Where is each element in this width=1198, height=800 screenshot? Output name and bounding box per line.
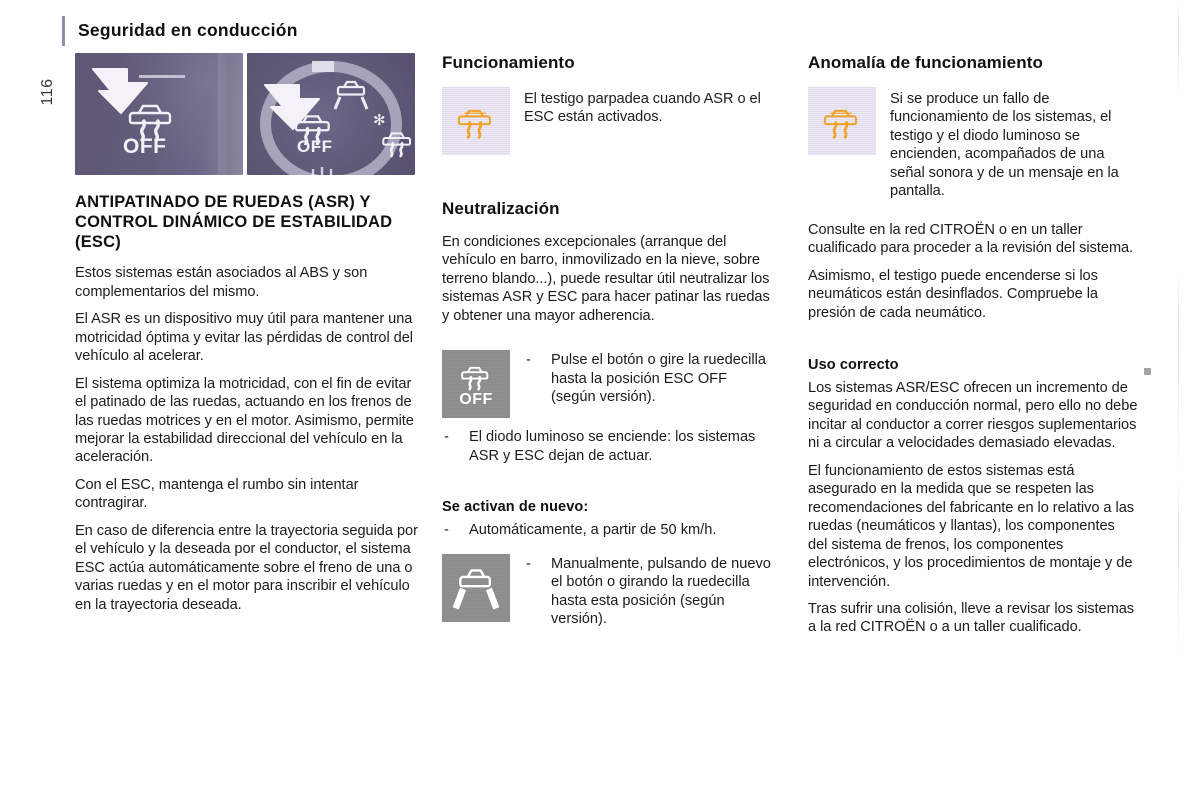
header-accent-rule: [62, 16, 65, 46]
photo-strip: [75, 53, 420, 175]
spacer: [442, 165, 772, 199]
list-item: [442, 428, 772, 465]
list-item-text: Pulse el botón o gire la ruedecilla hasta la posición ESC OFF (según versión).: [551, 352, 766, 406]
esc-skid-car-icon: [442, 87, 510, 155]
list-item-text: El diodo luminoso se enciende: los sistemas ASR y ESC dejan de actuar.: [469, 429, 756, 464]
right-column: [808, 53, 1138, 637]
photo-esc-off-button: [75, 53, 243, 175]
page-number: 116: [39, 78, 56, 106]
heading-uso-correcto: Uso correcto: [808, 356, 899, 373]
heading-neutralizacion: Neutralización: [442, 199, 560, 218]
scan-speck-artifact: [1144, 368, 1151, 375]
dash-marker: -: [526, 352, 531, 369]
spacer: [808, 331, 1138, 357]
reactivacion-item-2-list: [524, 554, 772, 629]
heading-funcionamiento: Funcionamiento: [442, 53, 575, 72]
skid-car-icon: [380, 125, 415, 164]
funcionamiento-text: El testigo parpadea cuando ASR o el ESC están activados.: [524, 91, 761, 126]
off-label-photo-b: OFF: [297, 137, 333, 156]
heading-anomalia: Anomalía de funcionamiento: [808, 53, 1043, 72]
page-title: Seguridad en conducción: [78, 19, 298, 40]
page-header: [62, 16, 298, 46]
dash-list: [524, 555, 772, 629]
off-label: OFF: [459, 390, 493, 408]
photo-seam: [218, 53, 228, 175]
esc-skid-car-icon: [808, 87, 876, 155]
dash-marker: -: [526, 555, 531, 572]
bottom-partial-icon: [309, 166, 335, 175]
paragraph: Estos sistemas están asociados al ABS y son complementarios del mismo.: [75, 265, 368, 300]
paragraph: En caso de diferencia entre la trayectoria seguida por el vehículo y la deseada por el conductor, el sistema ESC actúa automáticamente sobre el freno de una o varias ruedas y en el motor para inscribir el vehículo en la trayectoria deseada.: [75, 522, 418, 613]
neutralizacion-item-1-list: [524, 350, 772, 406]
funcionamiento-icon-block: [442, 87, 772, 155]
photo-rotary-switch: [247, 53, 415, 175]
list-item: [524, 351, 772, 406]
list-item: [524, 555, 772, 629]
dash-marker: -: [444, 429, 449, 446]
paragraph: Los sistemas ASR/ESC ofrecen un incremento de seguridad en conducción normal, pero ello no debe incitar al conductor a correr riesgos suplementarios ni a circular a velocidades demasiado elevadas.: [808, 379, 1138, 452]
neutralizacion-intro: En condiciones excepcionales (arranque del vehículo en barro, inmovilizado en la nieve, sobre terreno blando...), puede resultar útil neutralizar los sistemas ASR y ESC para hacer patinar las ruedas y obtener una mayor adherencia.: [442, 234, 770, 324]
list-item-text: Automáticamente, a partir de 50 km/h.: [469, 522, 717, 539]
anomalia-icon-text: Si se produce un fallo de funcionamiento de los sistemas, el testigo y el diodo luminoso se encienden, acompañados de una señal sonora y de un mensaje en la pantalla.: [890, 91, 1119, 200]
paragraph: Tras sufrir una colisión, lleve a revisar los sistemas a la red CITROËN o a un taller cualificado.: [808, 600, 1135, 636]
dash-list: [524, 351, 772, 406]
spacer: [442, 334, 772, 350]
list-item: [442, 521, 772, 539]
dash-marker: -: [444, 522, 449, 539]
middle-column: [442, 53, 772, 628]
funcionamiento-text-wrap: [524, 87, 772, 127]
section-title-asr-esc: ANTIPATINADO DE RUEDAS (ASR) Y CONTROL DINÁMICO DE ESTABILIDAD (ESC): [75, 193, 393, 252]
anomalia-text-wrap: [890, 87, 1138, 201]
reactivacion-item-2: [442, 554, 772, 629]
scan-edge-artifact: [1178, 0, 1179, 800]
snowflake-icon: ✻: [373, 112, 386, 129]
spacer: [442, 540, 772, 554]
paragraph: Con el ESC, mantenga el rumbo sin intentar contragirar.: [75, 476, 359, 512]
neutralizacion-item-1: [442, 350, 772, 418]
paragraph: El funcionamiento de estos sistemas está asegurado en la medida que se respeten las recomendaciones del fabricante en lo relativo a las ruedas (neumáticos y llantas), los componentes del sistema de frenos, los componentes electrónicos, y los procedimientos de montaje y de intervención.: [808, 462, 1135, 590]
neutralizacion-item-2-list: [442, 428, 772, 465]
spacer: [442, 465, 772, 499]
lane-car-icon: [442, 554, 510, 622]
paragraph: Asimismo, el testigo puede encenderse si los neumáticos están desinflados. Compruebe la presión de cada neumático.: [808, 267, 1098, 321]
list-item-text: Manualmente, pulsando de nuevo el botón o girando la ruedecilla hasta esta posición (según versión).: [551, 555, 771, 627]
reactivacion-list: [442, 521, 772, 539]
anomalia-icon-block: [808, 87, 1138, 201]
spacer: [442, 418, 772, 428]
esc-off-icon: [442, 350, 510, 418]
off-label-photo-a: OFF: [123, 135, 167, 158]
paragraph: El ASR es un dispositivo muy útil para mantener una motricidad óptima y evitar las pérdidas de control del vehículo al acelerar.: [75, 311, 413, 365]
spacer: [808, 211, 1138, 221]
left-column: [75, 53, 420, 614]
paragraph: El sistema optimiza la motricidad, con el fin de evitar el patinado de las ruedas, actuando en los frenos de las ruedas motrices y en el motor. Asimismo, permite mejorar la estabilidad direccional del vehículo en la aceleración.: [75, 375, 414, 466]
lane-car-icon: [332, 75, 370, 116]
heading-se-activan-de-nuevo: Se activan de nuevo:: [442, 499, 589, 516]
paragraph: Consulte en la red CITROËN o en un taller cualificado para proceder a la revisión del sistema.: [808, 221, 1134, 257]
